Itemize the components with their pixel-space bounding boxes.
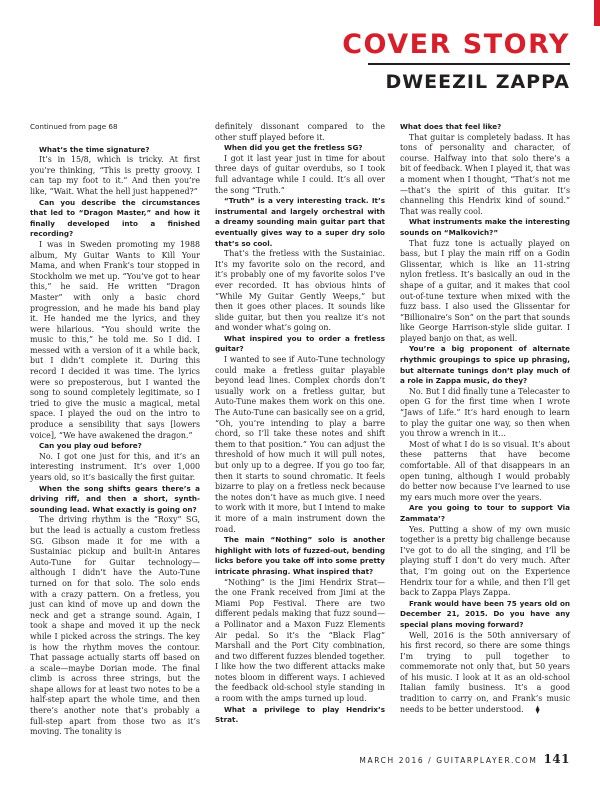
interview-answer: Well, 2016 is the 50th anniversary of his first record, so there are some things I’m trying to pull together to commemorate not only that, but 50 years of his music. I look at it as an old-school Italian family business. It’s a good tradition to carry on, and Frank’s music needs to be better understood. ⧫ (400, 630, 570, 714)
article-subject: DWEEZIL ZAPPA (385, 71, 570, 93)
interview-answer: I was in Sweden promoting my 1988 album, My Guitar Wants to Kill Your Mama, and when Frank’s tour stopped in Stockholm we met up. “You’ve got to hear this,” he said. He written “Dragon Master” with only a basic chord progression, and he made his band play it. He handed me the lyrics, and they were hilarious. “You should write the music to this,” he told me. So I did. I messed with a version of it a while back, but I didn’t complete it. During this record I decided it was time. The lyrics were so preposterous, but I wanted the song to sound completely legitimate, so I tried to give the music a magical, metal space. I played the oud on the intro to produce a sensibility that says [lowers voice], “We have awakened the dragon.” (30, 239, 200, 440)
interview-question: What instruments make the interesting sounds on “Malkovich?” (400, 217, 570, 237)
column-1 (30, 122, 200, 738)
interview-answer: Most of what I do is so visual. It’s about these patterns that have become comfortable. All of that disappears in an open tuning, although I would probably do better now because I’ve learned to use my ears much more over the years. (400, 439, 570, 502)
interview-answer: No. I got one just for this, and it’s an interesting instrument. It’s over 1,000 years old, so it’s basically the first guitar. (30, 451, 200, 482)
interview-answer: It’s in 15/8, which is tricky. At first you’re thinking, “This is pretty groovy. I can tap my foot to it.” And then you’re like, “Wait. What the hell just happened?” (30, 155, 200, 196)
continued-note: Continued from page 68 (30, 122, 118, 131)
interview-question: What does that feel like? (400, 122, 502, 131)
interview-answer: The driving rhythm is the “Roxy” SG, but the lead is actually a custom fretless SG. Gibson made it for me with a Sustainiac pickup and built-in Antares Auto-Tune for Guitar technology—although I didn’t have the Auto-Tune turned on for that solo. The solo ends with a crazy pattern. On a fretless, you just can kind of move up and down the neck and get a strange sound. Again, I took a shape and moved it up the neck while I picked across the strings. The key is how the rhythm moves the contour. That passage actually starts off based on a scale—maybe Dorian mode. The final climb is across three strings, but the shape allows for at least two notes to be a half-step apart the whole time, and then there’s another note that’s probably a full-step apart from those two as it’s moving. The tonality is (30, 515, 200, 737)
interview-question: What’s the time signature? (39, 144, 150, 154)
interview-question: What a privilege to play Hendrix’s Strat. (215, 704, 385, 725)
interview-question: When did you get the fretless SG? (224, 143, 363, 153)
interview-answer: That fuzz tone is actually played on bass, but I play the main riff on a Godin Glissentar, which is like an 11-string nylon fretless. It’s basically an oud in the shape of a guitar, and it makes that cool out-of-tune texture when mixed with the fuzz bass. I also used the Glissentar for “Billionaire’s Son” on the part that sounds like George Harrison-style slide guitar. I played banjo on that, as well. (400, 238, 570, 343)
page-header (342, 30, 570, 93)
interview-answer: I wanted to see if Auto-Tune technology could make a fretless guitar playable beyond lead lines. Complex chords don’t usually work on a fretless guitar, but Auto-Tune makes them work on this one. The Auto-Tune can basically see on a grid, “Oh, you’re intending to play a barre chord, so I’ll take these notes and shift them to that position.” You can adjust the threshold of how much it will pull notes, but only up to a degree. If you go too far, then it starts to sound chromatic. It feels bizarre to play on a fretless neck because the notes don’t have as much give. I need to work with it more, but I intend to make it more of a main instrument down the road. (215, 355, 385, 534)
interview-question: When the song shifts gears there’s a driving riff, and then a short, synth-sounding lead. What exactly is going on? (30, 483, 200, 514)
corner-accent-mark (594, 0, 600, 26)
interview-answer: That’s the fretless with the Sustainiac. It’s my favorite solo on the record, and it’s probably one of my favorite solos I’ve ever recorded. It has obvious hints of “While My Guitar Gently Weeps,” but then it goes other places. It sounds like slide guitar, but then you realize it’s not and wonder what’s going on. (215, 249, 385, 333)
end-of-article-icon: ⧫ (535, 704, 540, 714)
interview-answer: definitely dissonant compared to the other stuff played before it. (215, 122, 385, 142)
column-2 (215, 122, 385, 726)
interview-answer: “Nothing” is the Jimi Hendrix Strat—the one Frank received from Jimi at the Miami Pop Festival. There are two different pedals making that fuzz sound—a Pollinator and a Maxon Fuzz Elements Air pedal. So it’s the “Black Flag” Marshall and the Port City combination, and two different fuzzes blended together. I like how the two different attacks make notes bloom in different ways. I achieved the feedback old-school style standing in a room with the amps turned up loud. (215, 577, 385, 704)
issue-credit: MARCH 2016 / GUITARPLAYER.COM (359, 756, 538, 765)
column-3 (400, 122, 570, 715)
page-number: 141 (543, 752, 570, 766)
interview-answer: That guitar is completely badass. It has tons of personality and character, of course. Halfway into that solo there’s a bit of feedback. When I played it, that was a moment when I thought, “That’s not me—that’s the spirit of this guitar. It’s channeling this Hendrix kind of sound.” That was really cool. (400, 132, 570, 216)
interview-answer: Yes. Putting a show of my own music together is a pretty big challenge because I’ve got to do all the singing, and I’ll be playing stuff I don’t do very much. After that, I’m going out on the Experience Hendrix tour for a while, and then I’ll get back to Zappa Plays Zappa. (400, 524, 570, 598)
article-body (30, 122, 570, 737)
interview-question: You’re a big proponent of alternate rhythmic groupings to spice up phrasing, but alternate tunings don’t play much of a role in Zappa music, do they? (400, 344, 570, 386)
interview-question: Are you going to tour to support Via Zammata’? (400, 503, 570, 523)
interview-question: What inspired you to order a fretless guitar? (215, 333, 385, 354)
section-title: COVER STORY (342, 29, 570, 60)
interview-question: Can you describe the circumstances that led to “Dragon Master,” and how it finally developed into a finished recording? (30, 197, 200, 239)
interview-answer: No. But I did finally tune a Telecaster to open G for the first time when I wrote “Jaws of Life.” It’s hard enough to learn to play the guitar one way, so then when you throw a wrench in it… (400, 386, 570, 439)
title-divider (368, 63, 570, 65)
interview-question: Can you play oud before? (39, 441, 142, 451)
interview-question: “Truth” is a very interesting track. It’s instrumental and largely orchestral with a dreamy sounding main guitar part that eventually gives way to a super dry solo that’s so cool. (215, 196, 385, 248)
page-footer (359, 752, 570, 766)
interview-question: The main “Nothing” solo is another highlight with lots of fuzzed-out, bending licks before you take off into some pretty intricate phrasing. What inspired that? (215, 535, 385, 576)
interview-answer: I got it last year just in time for about three days of guitar overdubs, so I took full advantage while I could. It’s all over the song “Truth.” (215, 153, 385, 195)
interview-question: Frank would have been 75 years old on December 21, 2015. Do you have any special plans moving forward? (400, 598, 570, 629)
